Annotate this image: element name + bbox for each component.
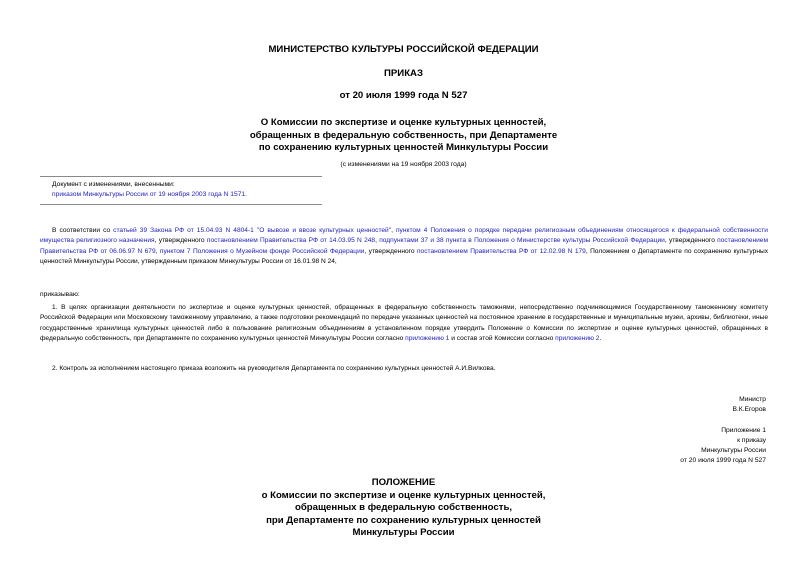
preamble-text-7: , утвержденного [364,247,417,255]
regulation-heading-block [0,477,807,540]
regulation-line-3: при Департаменте по сохранению культурных ценностей [266,514,541,526]
signature-position: Министр [739,396,766,403]
item1-appendix-1-link[interactable]: приложению 1 [405,335,450,343]
order-item-1 [40,303,768,345]
item1-end-text: . [599,335,602,343]
document-title [0,117,807,155]
item2-text: 2. Контроль за исполнением настоящего приказа возложить на руководителя Департамента по сохранению культурных ценностей А.И.Вилкова. [52,365,496,372]
title-line-2: обращенных в федеральную собственность, при Департаменте [249,129,558,141]
signature-block [732,395,766,415]
regulation-line-2: обращенных в федеральную собственность, [294,502,513,513]
preamble-link-law-39[interactable]: статьей 39 Закона РФ от 15.04.93 N 4804-1 "О вывозе и ввозе культурных ценностей" [113,227,392,234]
changes-box-link[interactable]: приказом Минкультуры России от 19 ноября 2003 года N 1571. [52,191,247,198]
preamble-link-resolution-679[interactable]: постановлением Правительства РФ от 06.06.97 N 679 [40,237,768,255]
preamble-link-resolution-179[interactable]: постановлением Правительства РФ от 12.02.98 N 179 [416,247,586,255]
preamble-paragraph [40,226,768,268]
preamble-text-3: , утвержденного [154,237,207,245]
preamble-link-museum-fund[interactable]: пунктом 7 Положения о Музейном фонде Российской Федерации [159,247,365,255]
changes-box-bottom-rule [40,204,322,205]
changes-box-top-rule [40,176,322,177]
title-line-1: О Комиссии по экспертизе и оценке культурных ценностей, [260,117,547,128]
item1-mid-text: и состав этой Комиссии согласно [449,335,556,343]
appendix-ref-line-2: к приказу [737,437,766,444]
regulation-line-1: о Комиссии по экспертизе и оценке культурных ценностей, [261,489,546,501]
preamble-text-6: , [155,247,160,255]
preamble-text-5: , утвержденного [664,237,718,245]
preamble-text-8: , Положением о Департаменте по сохранению культурных ценностей Минкультуры России, утвержденным приказом Минкультуры России от 16.01.98 N 24, [40,247,768,266]
regulation-heading: ПОЛОЖЕНИЕ [371,477,436,488]
changes-box-label: Документ с изменениями, внесенными: [52,181,175,188]
ministry-heading: МИНИСТЕРСТВО КУЛЬТУРЫ РОССИЙСКОЙ ФЕДЕРАЦИИ [268,44,539,55]
date-number-heading: от 20 июля 1999 года N 527 [339,90,468,101]
preamble-link-religious-property[interactable]: пунктом 4 Положения о порядке передачи религиозным объединениям относящегося к федеральной собственности имущества религиозного назначения [40,227,768,245]
appendix-ref-line-3: Минкультуры России [701,447,766,454]
preamble-text-2: , [391,227,396,234]
item1-text: 1. В целях организации деятельности по экспертизе и оценке культурных ценностей, обращенных в федеральную собственность таможнями, непосредственно подчиняющимися Государственному таможенному комитету Российской Федерации или Московскому таможенному управлению, а также подготовки рекомендаций по передаче указанных ценностей на постоянное хранение в государственные и муниципальные музеи, архивы, библиотеки, иные государственные хранилища культурных ценностей либо в пользование религиозным объединениям в установленном порядке утвердить Положение о Комиссии по экспертизе и оценке культурных ценностей, обращенных в федеральную собственность, при Департаменте по сохранению культурных ценностей Минкультуры России согласно [40,304,768,343]
appendix-reference [680,426,766,466]
order-item-2 [40,364,768,374]
item1-appendix-2-link[interactable]: приложению 2 [555,335,600,343]
appendix-ref-line-4: от 20 июля 1999 года N 527 [680,457,766,464]
preamble-text-1: В соответствии со [52,227,114,234]
title-line-3: по сохранению культурных ценностей Минкультуры России [258,142,549,153]
preamble-text-4: , [375,237,380,245]
changes-box [52,180,247,200]
amendment-note: (с изменениями на 19 ноября 2003 года) [340,161,467,168]
preamble-link-resolution-248[interactable]: постановлением Правительства РФ от 14.03.95 N 248 [206,237,376,245]
signature-name: В.К.Егоров [732,406,766,413]
appendix-ref-line-1: Приложение 1 [721,427,766,434]
order-word: приказываю: [40,291,80,298]
doc-type-heading: ПРИКАЗ [384,68,423,79]
preamble-link-ministry-regulation[interactable]: подпунктами 37 и 38 пункта в Положения о Министерстве культуры Российской Федерации [379,237,665,245]
regulation-line-4: Минкультуры России [352,527,455,538]
